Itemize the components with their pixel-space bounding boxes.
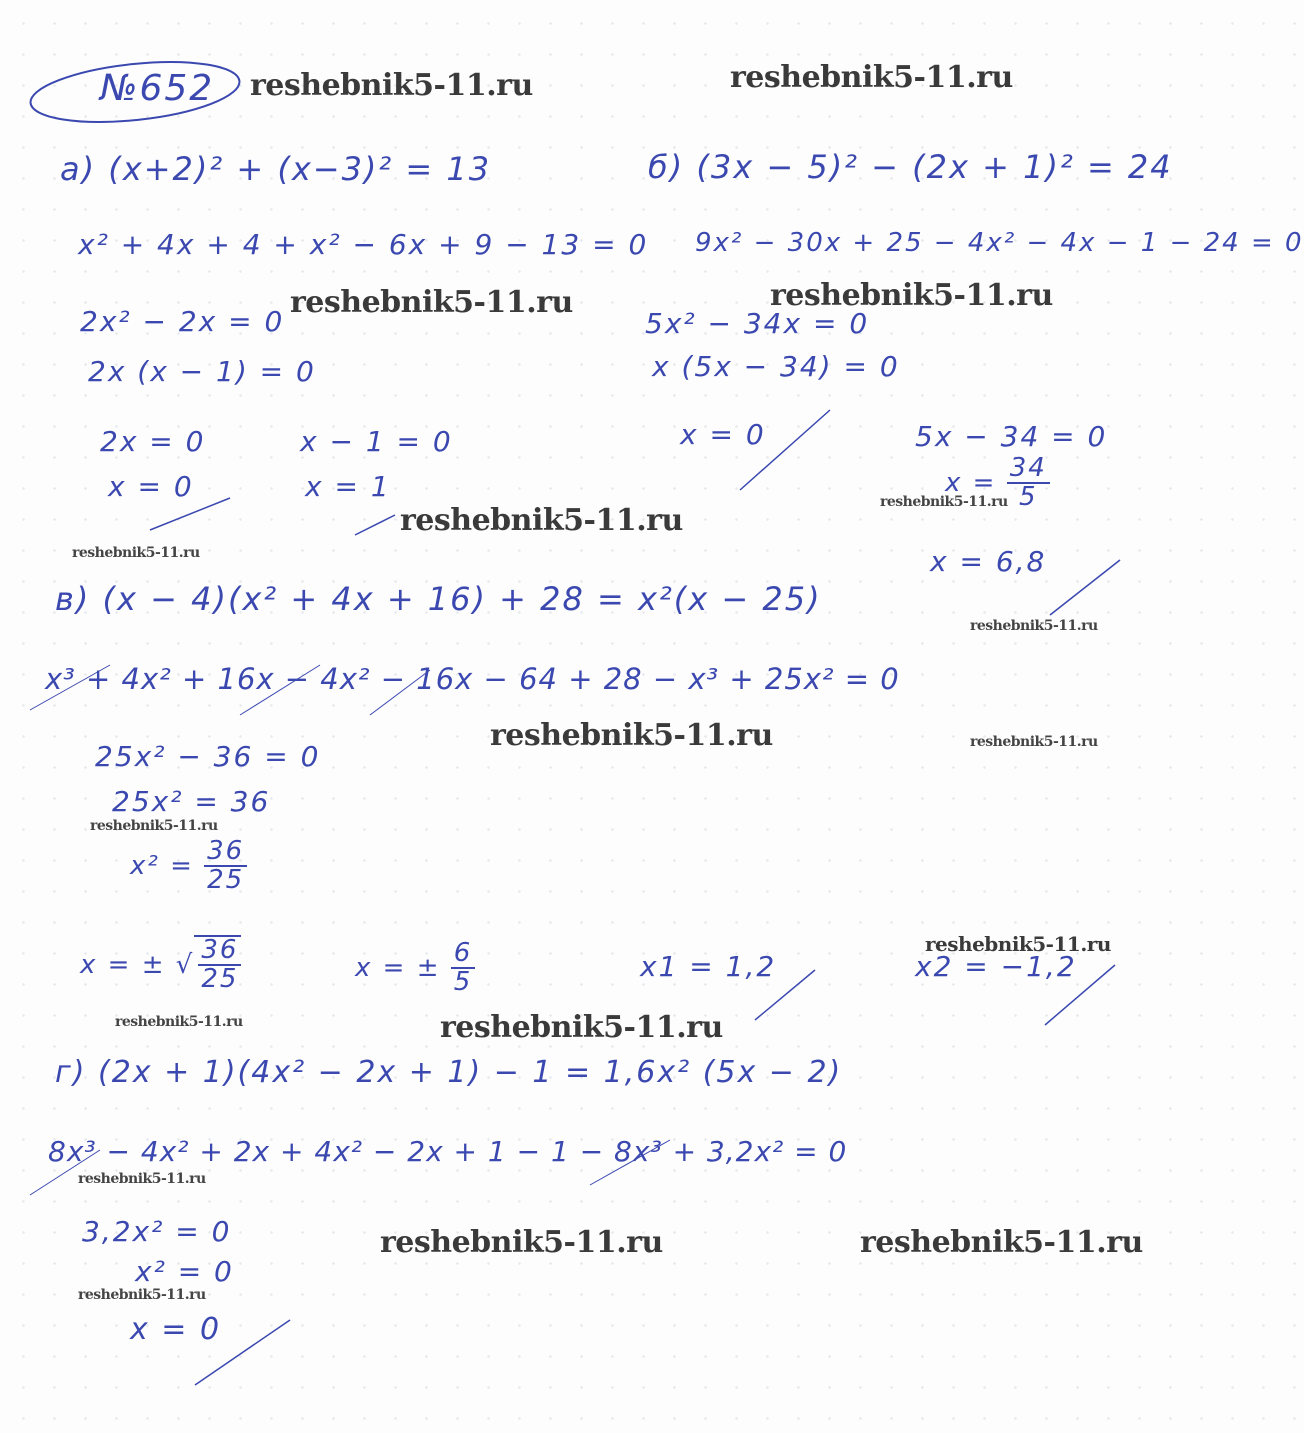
watermark: reshebnik5-11.ru [970,734,1098,750]
watermark: reshebnik5-11.ru [72,545,200,561]
problem-number: №652 [100,68,215,109]
sqrt-icon: √ [175,949,195,980]
part-a-root2-eq: x − 1 = 0 [300,425,453,458]
watermark: reshebnik5-11.ru [730,60,1013,95]
part-g-step2: x² = 0 [135,1255,234,1288]
fraction-lhs: x = ± [355,952,441,983]
watermark: reshebnik5-11.ru [925,932,1111,956]
watermark: reshebnik5-11.ru [970,618,1098,634]
part-b-root2: x = 6,8 [930,545,1047,578]
watermark: reshebnik5-11.ru [290,285,573,320]
part-v-expanded: x³ + 4x² + 16x − 4x² − 16x − 64 + 28 − x³ + 25x² = 0 [45,662,900,696]
fraction-lhs: x = ± [80,949,166,980]
fraction [204,838,247,895]
radicand [194,935,241,994]
fraction-lhs: x² = [130,850,194,881]
part-b-expanded: 9x² − 30x + 25 − 4x² − 4x − 1 − 24 = 0 [695,228,1304,258]
part-b-step1: 5x² − 34x = 0 [645,307,870,340]
part-v-root1: x1 = 1,2 [640,950,777,983]
part-a-step2: 2x (x − 1) = 0 [88,355,316,388]
part-v-equation: в) (x − 4)(x² + 4x + 16) + 28 = x²(x − 25) [55,580,822,618]
watermark: reshebnik5-11.ru [770,278,1053,313]
watermark: reshebnik5-11.ru [78,1171,206,1187]
watermark: reshebnik5-11.ru [380,1225,663,1260]
watermark: reshebnik5-11.ru [90,818,218,834]
part-a-step1: 2x² − 2x = 0 [80,305,285,338]
part-a-equation: а) (x+2)² + (x−3)² = 13 [60,150,492,188]
fraction-lhs: x = [945,467,997,498]
watermark: reshebnik5-11.ru [490,718,773,753]
fraction-denominator: 5 [453,967,473,998]
watermark: reshebnik5-11.ru [880,494,1008,510]
fraction [1007,455,1050,512]
part-a-expanded: x² + 4x + 4 + x² − 6x + 9 − 13 = 0 [78,228,649,261]
part-b-equation: б) (3x − 5)² − (2x + 1)² = 24 [648,148,1173,186]
fraction-numerator: 34 [1007,455,1050,484]
part-v-step5 [355,940,475,997]
watermark: reshebnik5-11.ru [115,1014,243,1030]
part-v-root2: x2 = −1,2 [915,950,1077,983]
part-v-step4 [80,935,241,994]
watermark: reshebnik5-11.ru [250,68,533,103]
part-g-step1: 3,2x² = 0 [82,1215,232,1248]
fraction [451,940,476,997]
part-g-root: x = 0 [130,1312,222,1347]
part-b-root1: x = 0 [680,418,766,451]
fraction [198,937,241,994]
watermark: reshebnik5-11.ru [860,1225,1143,1260]
part-b-root2-eq: 5x − 34 = 0 [915,420,1108,453]
part-v-step3 [130,838,247,895]
check-mark-a2 [355,515,395,535]
part-g-equation: г) (2x + 1)(4x² − 2x + 1) − 1 = 1,6x² (5x − 2) [55,1055,843,1090]
part-g-expanded: 8x³ − 4x² + 2x + 4x² − 2x + 1 − 1 − 8x³ + 3,2x² = 0 [48,1135,848,1168]
fraction-numerator: 36 [198,937,241,966]
watermark: reshebnik5-11.ru [78,1287,206,1303]
watermark: reshebnik5-11.ru [440,1010,723,1045]
part-v-step1: 25x² − 36 = 0 [95,740,321,773]
part-a-root1: x = 0 [108,470,194,503]
watermark: reshebnik5-11.ru [400,503,683,538]
fraction-denominator: 5 [1018,482,1038,513]
fraction-numerator: 36 [204,838,247,867]
part-a-root1-eq: 2x = 0 [100,425,206,458]
fraction-denominator: 25 [201,964,239,995]
check-mark-b2 [1050,560,1120,615]
fraction-numerator: 6 [451,940,476,969]
part-v-step2: 25x² = 36 [112,785,271,818]
part-b-root2-fraction [945,455,1050,512]
part-b-step2: x (5x − 34) = 0 [652,350,900,383]
fraction-denominator: 25 [207,865,245,896]
part-a-root2: x = 1 [305,470,391,503]
